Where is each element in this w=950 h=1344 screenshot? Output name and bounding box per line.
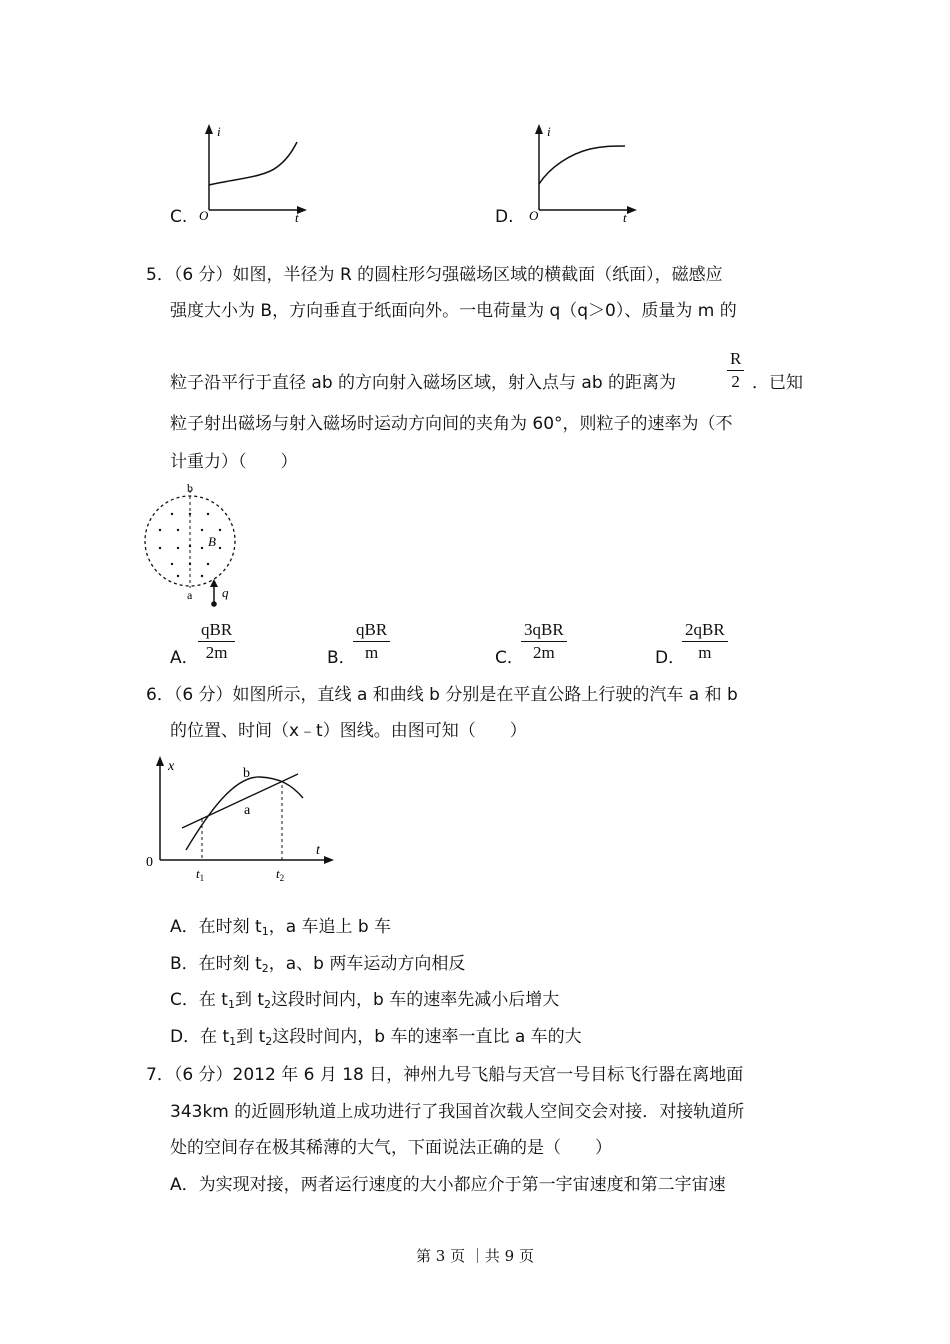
page-footer: 第 3 页 ｜共 9 页 xyxy=(416,1247,534,1265)
q5-label-b: b xyxy=(187,481,193,495)
q7-line-2: 343km 的近圆形轨道上成功进行了我国首次载人空间交会对接．对接轨道所 xyxy=(170,1102,745,1122)
q5-option-b-den: m xyxy=(364,643,379,662)
q4-option-d-label: D. xyxy=(495,207,514,227)
q5-label-q: q xyxy=(222,585,229,600)
q5-line-4: 粒子射出磁场与射入磁场时运动方向间的夹角为 60°，则粒子的速率为（不 xyxy=(170,414,733,434)
q5-line-3: 粒子沿平行于直径 ab 的方向射入磁场区域，射入点与 ab 的距离为 xyxy=(170,373,677,393)
q7-line-3: 处的空间存在极其稀薄的大气，下面说法正确的是（ ） xyxy=(170,1138,612,1158)
q5-option-d-fraction xyxy=(682,620,728,663)
q6-label-t1: $t_1$ xyxy=(196,866,205,883)
q5-option-a-den: 2m xyxy=(205,643,228,662)
q6-label-a: a xyxy=(244,803,251,818)
q5-option-b-label: B． xyxy=(327,648,356,668)
q6-option-c: C．在 $t_1$到 $t_2$这段时间内，b 车的速率先减小后增大 xyxy=(170,990,560,1011)
q6-axis-x: x xyxy=(168,759,175,774)
q5-frac-den: 2 xyxy=(731,372,740,391)
q6-option-a: A．在时刻 $t_1$，a 车追上 b 车 xyxy=(170,917,392,938)
q4-c-axis-t: t xyxy=(295,210,299,225)
q5-option-c-den: 2m xyxy=(532,643,555,662)
q5-option-b-num: qBR xyxy=(356,620,388,639)
q6-line-a xyxy=(182,774,298,828)
q5-option-c-num: 3qBR xyxy=(524,620,564,639)
q5-line-5: 计重力）（ ） xyxy=(170,452,298,472)
q5-particle xyxy=(211,601,217,607)
q5-option-a-fraction xyxy=(198,620,235,663)
q5-line-1: 5．（6 分）如图，半径为 R 的圆柱形匀强磁场区域的横截面（纸面），磁感应 xyxy=(146,265,723,285)
q4-d-axis-i: i xyxy=(547,124,551,139)
q5-option-b-fraction xyxy=(353,620,390,663)
q7-line-1: 7．（6 分）2012 年 6 月 18 日，神州九号飞船与天宫一号目标飞行器在离地面 xyxy=(146,1065,744,1085)
q4-graph-d xyxy=(525,122,645,227)
q5-option-d-label: D． xyxy=(655,648,686,668)
q5-option-c-label: C． xyxy=(495,648,524,668)
q4-c-axis-i: i xyxy=(217,124,221,139)
q5-magnetic-field-figure xyxy=(140,480,250,610)
q6-label-b: b xyxy=(243,766,250,781)
q5-label-a: a xyxy=(187,588,193,602)
q5-label-B: B xyxy=(208,534,216,549)
q6-line-2: 的位置、时间（x﹣t）图线。由图可知（ ） xyxy=(170,721,527,741)
q4-c-curve xyxy=(209,142,297,185)
q6-axis-t: t xyxy=(316,843,320,858)
q4-d-axis-t: t xyxy=(623,210,627,225)
q4-d-curve xyxy=(539,146,625,184)
q5-fraction-r-over-2 xyxy=(727,349,744,392)
q6-option-d: D．在 $t_1$到 $t_2$这段时间内，b 车的速率一直比 a 车的大 xyxy=(170,1027,582,1048)
q5-line-3-end: ．已知 xyxy=(752,373,803,393)
q7-option-a: A．为实现对接，两者运行速度的大小都应介于第一宇宙速度和第二宇宙速 xyxy=(170,1175,726,1195)
q6-option-b: B．在时刻 $t_2$，a、b 两车运动方向相反 xyxy=(170,954,466,975)
q6-origin: 0 xyxy=(146,855,153,870)
q5-line-2: 强度大小为 B，方向垂直于纸面向外。一电荷量为 q（q＞0）、质量为 m 的 xyxy=(170,301,737,321)
q4-c-origin: O xyxy=(199,208,209,223)
q5-option-a-num: qBR xyxy=(201,620,233,639)
q4-option-c-label: C. xyxy=(170,207,188,227)
q5-option-d-num: 2qBR xyxy=(685,620,725,639)
q5-option-c-fraction xyxy=(521,620,567,663)
q5-option-d-den: m xyxy=(698,643,712,662)
q4-d-origin: O xyxy=(529,208,539,223)
q4-graph-c xyxy=(195,122,315,227)
q6-label-t2: $t_2$ xyxy=(276,866,285,883)
q6-line-1: 6．（6 分）如图所示，直线 a 和曲线 b 分别是在平直公路上行驶的汽车 a 和 b xyxy=(146,685,738,705)
q5-frac-num: R xyxy=(730,349,742,368)
q5-option-a-label: A． xyxy=(170,648,199,668)
q6-xt-graph xyxy=(140,752,340,887)
